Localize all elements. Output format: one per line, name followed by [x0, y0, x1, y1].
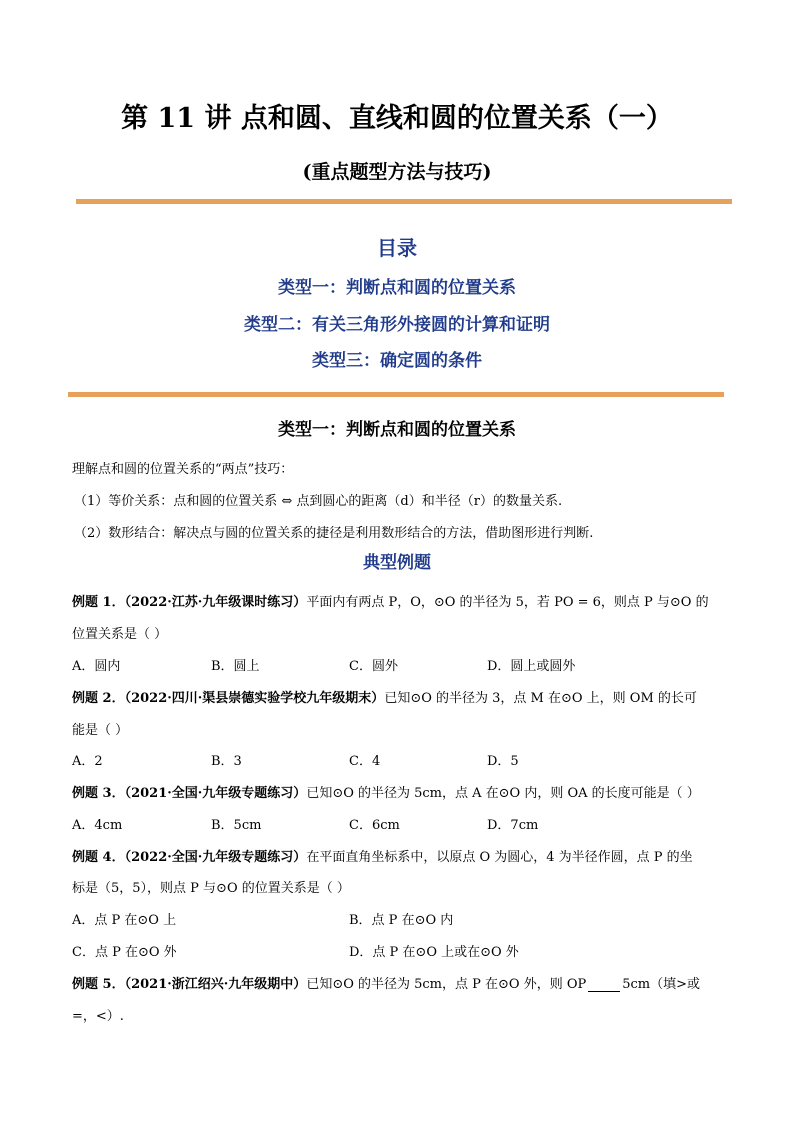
question-1 [72, 591, 709, 610]
toc-item-2: 类型二：有关三角形外接圆的计算和证明 [244, 315, 550, 335]
question-2 [72, 687, 697, 706]
question-4 [72, 846, 693, 865]
question-5-label: 例题 5．（2021·浙江绍兴·九年级期中） [72, 977, 307, 992]
top-divider [76, 199, 732, 204]
question-3-label: 例题 3．（2021·全国·九年级专题练习） [72, 786, 307, 801]
toc-item-3: 类型三：确定圆的条件 [312, 351, 482, 371]
question-1-text: 平面内有两点 P，O，⊙O 的半径为 5，若 PO = 6，则点 P 与⊙O 的 [306, 595, 709, 610]
q3-option-a: A．4cm [72, 818, 123, 833]
question-3 [72, 782, 700, 801]
question-4-text: 在平面直角坐标系中，以原点 O 为圆心，4 为半径作圆，点 P 的坐 [306, 850, 693, 865]
question-5-text-end: 5cm（填>或 [622, 977, 701, 992]
section-intro: 理解点和圆的位置关系的“两点”技巧： [72, 462, 294, 477]
question-2-label: 例题 2．（2022·四川·渠县崇德实验学校九年级期末） [72, 691, 385, 706]
toc-item-1: 类型一：判断点和圆的位置关系 [278, 278, 516, 298]
toc-heading: 目录 [377, 236, 417, 260]
question-4-cont: 标是（5，5），则点 P 与⊙O 的位置关系是（ ） [72, 881, 350, 896]
q2-option-c: C．4 [349, 754, 381, 769]
answer-blank[interactable] [588, 979, 620, 992]
question-1-cont: 位置关系是（ ） [72, 627, 168, 642]
q2-option-d: D．5 [487, 754, 519, 769]
question-5-cont: =，<）. [72, 1009, 124, 1024]
question-2-text: 已知⊙O 的半径为 3，点 M 在⊙O 上，则 OM 的长可 [384, 691, 697, 706]
section-heading: 类型一：判断点和圆的位置关系 [278, 420, 516, 440]
tip-2: （2）数形结合：解决点与圆的位置关系的捷径是利用数形结合的方法，借助图形进行判断. [74, 526, 594, 541]
q2-option-a: A．2 [72, 754, 103, 769]
page-subtitle: (重点题型方法与技巧) [302, 161, 492, 183]
q3-option-c: C．6cm [349, 818, 400, 833]
question-5-text: 已知⊙O 的半径为 5cm，点 P 在⊙O 外，则 OP [306, 977, 587, 992]
q1-option-c: C．圆外 [349, 659, 398, 674]
q3-option-b: B．5cm [211, 818, 262, 833]
q4-option-c: C．点 P 在⊙O 外 [72, 945, 177, 960]
toc-divider [68, 392, 724, 397]
question-1-label: 例题 1．（2022·江苏·九年级课时练习） [72, 595, 307, 610]
question-2-cont: 能是（ ） [72, 723, 129, 738]
examples-heading: 典型例题 [363, 553, 431, 573]
q4-option-b: B．点 P 在⊙O 内 [349, 913, 454, 928]
q1-option-b: B．圆上 [211, 659, 260, 674]
q2-option-b: B．3 [211, 754, 242, 769]
tip-1: （1）等价关系：点和圆的位置关系 ⇔ 点到圆心的距离（d）和半径（r）的数量关系. [74, 494, 563, 509]
question-4-label: 例题 4．（2022·全国·九年级专题练习） [72, 850, 307, 865]
q4-option-a: A．点 P 在⊙O 上 [72, 913, 177, 928]
page-title: 第 11 讲 点和圆、直线和圆的位置关系（一） [121, 103, 673, 134]
question-5 [72, 973, 700, 992]
question-3-text: 已知⊙O 的半径为 5cm，点 A 在⊙O 内，则 OA 的长度可能是（ ） [306, 786, 700, 801]
q1-option-a: A．圆内 [72, 659, 121, 674]
q4-option-d: D．点 P 在⊙O 上或在⊙O 外 [349, 945, 519, 960]
q1-option-d: D．圆上或圆外 [487, 659, 576, 674]
q3-option-d: D．7cm [487, 818, 539, 833]
